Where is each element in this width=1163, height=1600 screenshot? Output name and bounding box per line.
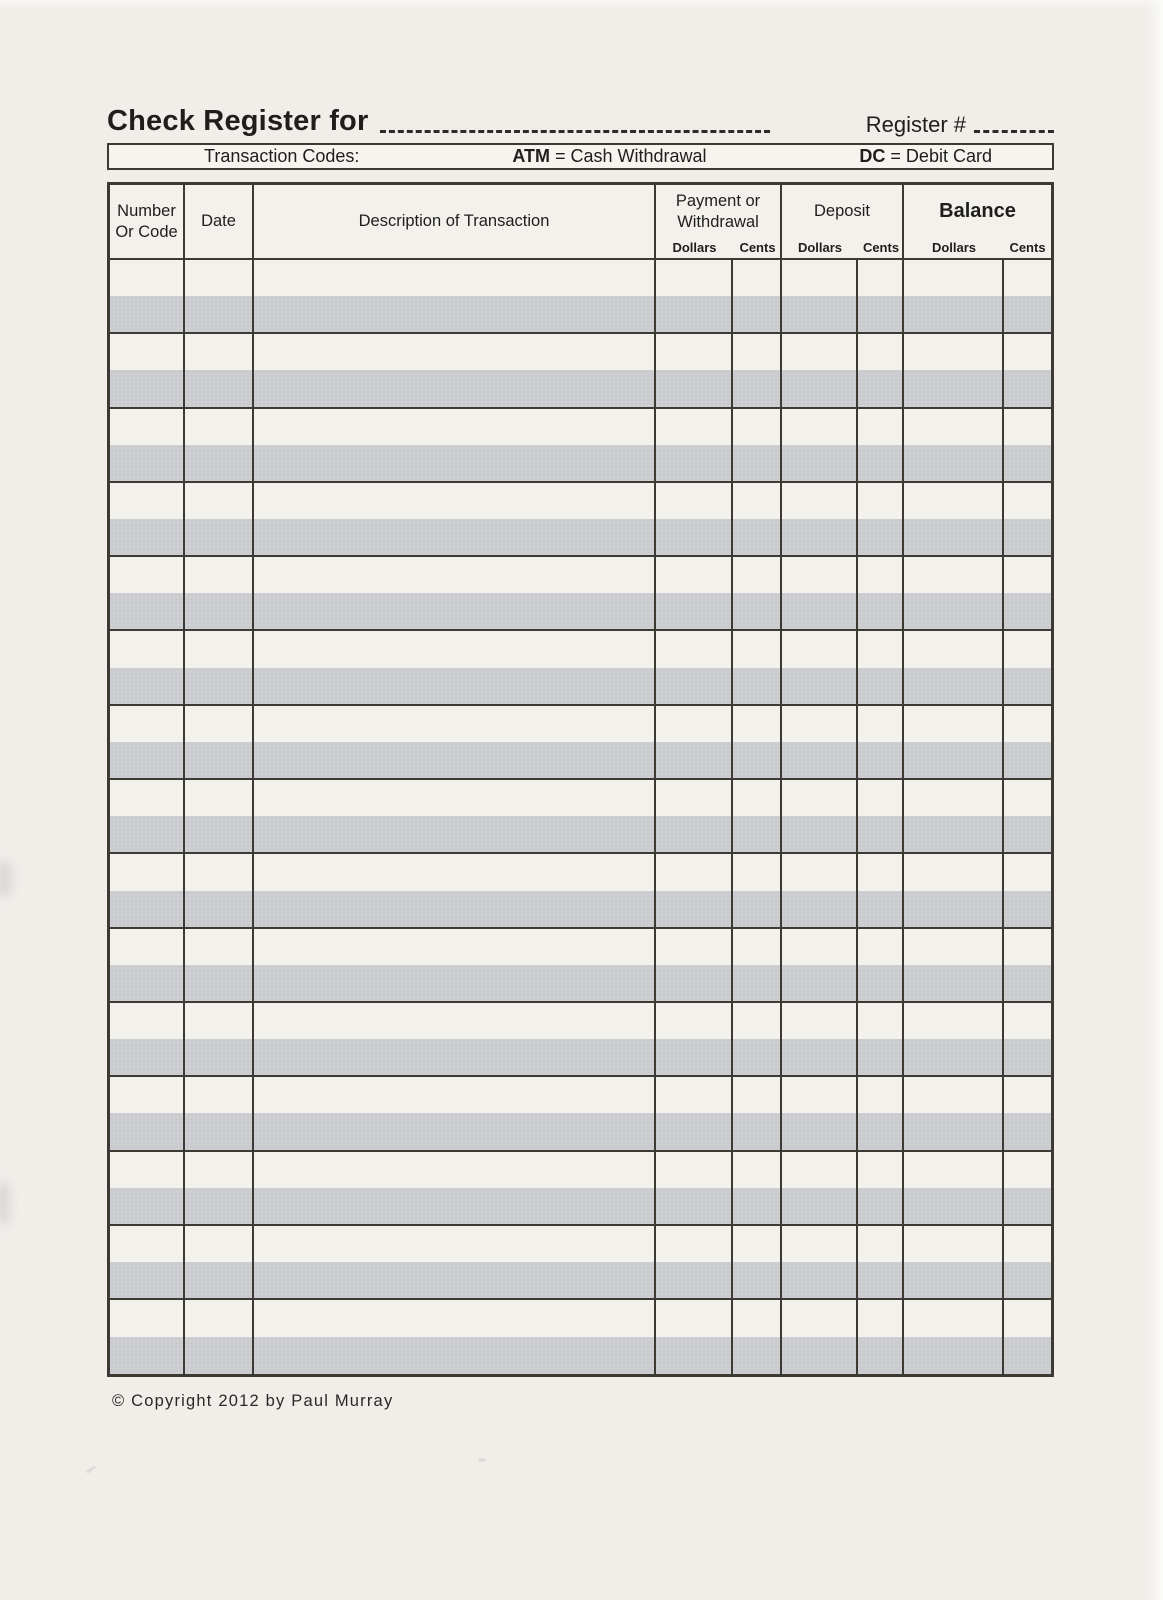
header-balance-label: Balance <box>939 200 1016 222</box>
cell-deposit-cents <box>858 483 904 555</box>
cell-payment-dollars <box>656 1300 733 1374</box>
header-deposit-label: Deposit <box>814 202 870 221</box>
table-row <box>110 706 1051 780</box>
cell-payment-cents <box>733 409 782 481</box>
cell-balance-dollars <box>904 854 1004 926</box>
table-header-row <box>110 185 1051 260</box>
cell-deposit-dollars <box>782 780 858 852</box>
cell-deposit-dollars <box>782 929 858 1001</box>
cell-balance-cents <box>1004 780 1051 852</box>
cell-date <box>185 1003 254 1075</box>
cell-payment-dollars <box>656 1226 733 1298</box>
cell-deposit-dollars <box>782 483 858 555</box>
cell-date <box>185 1226 254 1298</box>
cell-payment-cents <box>733 1300 782 1374</box>
header-balance-group <box>904 185 1051 258</box>
payment-cents-label: Cents <box>739 240 776 255</box>
cell-date <box>185 854 254 926</box>
register-number-label: Register # <box>865 112 966 137</box>
table-row <box>110 1226 1051 1300</box>
cell-deposit-dollars <box>782 1226 858 1298</box>
scan-artifact <box>0 1183 10 1223</box>
cell-payment-dollars <box>656 409 733 481</box>
cell-description <box>254 854 656 926</box>
header-number-or-code <box>110 185 185 258</box>
cell-number-or-code <box>110 631 185 703</box>
cell-deposit-dollars <box>782 1152 858 1224</box>
cell-deposit-cents <box>858 706 904 778</box>
cell-deposit-cents <box>858 1152 904 1224</box>
cell-number-or-code <box>110 409 185 481</box>
cell-payment-dollars <box>656 334 733 406</box>
scan-artifact <box>86 1465 96 1473</box>
cell-date <box>185 1152 254 1224</box>
cell-balance-dollars <box>904 1300 1004 1374</box>
header-payment-line2: Withdrawal <box>677 212 759 231</box>
cell-balance-cents <box>1004 483 1051 555</box>
cell-date <box>185 483 254 555</box>
cell-deposit-dollars <box>782 631 858 703</box>
cell-balance-dollars <box>904 1226 1004 1298</box>
header-description-label: Description of Transaction <box>358 212 550 231</box>
payment-dollars-label: Dollars <box>672 240 717 255</box>
table-row <box>110 334 1051 408</box>
scan-edge-top <box>0 0 1163 10</box>
cell-description <box>254 483 656 555</box>
cell-date <box>185 409 254 481</box>
cell-description <box>254 1077 656 1149</box>
cell-balance-cents <box>1004 334 1051 406</box>
cell-balance-cents <box>1004 1152 1051 1224</box>
cell-balance-cents <box>1004 260 1051 332</box>
cell-balance-cents <box>1004 854 1051 926</box>
deposit-cents-label: Cents <box>862 240 900 255</box>
table-row <box>110 1003 1051 1077</box>
cell-payment-cents <box>733 557 782 629</box>
cell-description <box>254 929 656 1001</box>
cell-payment-dollars <box>656 260 733 332</box>
header-payment-line1: Payment or <box>675 191 761 210</box>
cell-date <box>185 1300 254 1374</box>
cell-deposit-cents <box>858 929 904 1001</box>
cell-payment-dollars <box>656 706 733 778</box>
table-row <box>110 483 1051 557</box>
cell-payment-dollars <box>656 1003 733 1075</box>
cell-date <box>185 334 254 406</box>
cell-number-or-code <box>110 854 185 926</box>
cell-deposit-dollars <box>782 1003 858 1075</box>
scan-artifact <box>0 862 12 896</box>
cell-balance-cents <box>1004 1077 1051 1149</box>
cell-deposit-dollars <box>782 409 858 481</box>
cell-number-or-code <box>110 780 185 852</box>
cell-balance-dollars <box>904 260 1004 332</box>
cell-deposit-cents <box>858 409 904 481</box>
cell-deposit-cents <box>858 334 904 406</box>
cell-deposit-dollars <box>782 1300 858 1374</box>
register-table <box>107 182 1054 1377</box>
cell-balance-dollars <box>904 631 1004 703</box>
cell-number-or-code <box>110 1300 185 1374</box>
cell-payment-cents <box>733 780 782 852</box>
cell-number-or-code <box>110 929 185 1001</box>
cell-deposit-cents <box>858 260 904 332</box>
table-row <box>110 260 1051 334</box>
code-atm <box>512 146 706 167</box>
scan-edge-right <box>1147 0 1163 1600</box>
cell-number-or-code <box>110 1152 185 1224</box>
cell-balance-cents <box>1004 929 1051 1001</box>
cell-payment-cents <box>733 706 782 778</box>
balance-subheader <box>904 238 1051 258</box>
header-date <box>185 185 254 258</box>
table-row <box>110 557 1051 631</box>
cell-deposit-dollars <box>782 260 858 332</box>
table-row <box>110 854 1051 928</box>
code-dc <box>859 146 992 167</box>
cell-date <box>185 780 254 852</box>
table-row <box>110 409 1051 483</box>
cell-balance-dollars <box>904 706 1004 778</box>
cell-description <box>254 1152 656 1224</box>
cell-balance-dollars <box>904 1152 1004 1224</box>
cell-payment-cents <box>733 929 782 1001</box>
header-number-line1: Number <box>117 201 176 220</box>
cell-payment-cents <box>733 483 782 555</box>
cell-payment-dollars <box>656 483 733 555</box>
copyright-notice: © Copyright 2012 by Paul Murray <box>112 1392 394 1411</box>
cell-description <box>254 1226 656 1298</box>
header-description <box>254 185 656 258</box>
cell-payment-cents <box>733 1152 782 1224</box>
cell-deposit-cents <box>858 854 904 926</box>
cell-description <box>254 557 656 629</box>
table-row <box>110 1300 1051 1374</box>
cell-date <box>185 1077 254 1149</box>
cell-balance-cents <box>1004 1226 1051 1298</box>
cell-description <box>254 1300 656 1374</box>
cell-payment-dollars <box>656 854 733 926</box>
cell-number-or-code <box>110 260 185 332</box>
register-number-blank-line <box>974 127 1054 133</box>
cell-balance-cents <box>1004 1300 1051 1374</box>
cell-deposit-cents <box>858 1003 904 1075</box>
cell-balance-dollars <box>904 1003 1004 1075</box>
table-body <box>110 260 1051 1374</box>
cell-description <box>254 260 656 332</box>
cell-balance-dollars <box>904 557 1004 629</box>
cell-balance-cents <box>1004 631 1051 703</box>
cell-deposit-cents <box>858 1077 904 1149</box>
cell-payment-dollars <box>656 929 733 1001</box>
cell-deposit-cents <box>858 1226 904 1298</box>
table-row <box>110 1077 1051 1151</box>
code-atm-meaning: = Cash Withdrawal <box>549 146 707 166</box>
balance-cents-label: Cents <box>1009 240 1046 255</box>
cell-balance-dollars <box>904 1077 1004 1149</box>
cell-deposit-dollars <box>782 334 858 406</box>
table-row <box>110 1152 1051 1226</box>
cell-date <box>185 631 254 703</box>
cell-description <box>254 631 656 703</box>
table-row <box>110 929 1051 1003</box>
cell-description <box>254 706 656 778</box>
check-register-form <box>107 100 1054 1411</box>
cell-payment-dollars <box>656 557 733 629</box>
cell-date <box>185 929 254 1001</box>
cell-payment-cents <box>733 854 782 926</box>
cell-number-or-code <box>110 1077 185 1149</box>
header-date-label: Date <box>201 212 236 231</box>
cell-number-or-code <box>110 483 185 555</box>
cell-payment-cents <box>733 1077 782 1149</box>
cell-deposit-dollars <box>782 1077 858 1149</box>
header-deposit-group <box>782 185 904 258</box>
cell-balance-cents <box>1004 409 1051 481</box>
table-row <box>110 780 1051 854</box>
cell-balance-dollars <box>904 780 1004 852</box>
cell-balance-dollars <box>904 409 1004 481</box>
cell-number-or-code <box>110 557 185 629</box>
balance-dollars-label: Dollars <box>931 240 977 255</box>
cell-deposit-cents <box>858 631 904 703</box>
account-name-blank-line <box>380 127 770 133</box>
cell-balance-dollars <box>904 334 1004 406</box>
cell-deposit-cents <box>858 780 904 852</box>
cell-description <box>254 334 656 406</box>
deposit-subheader <box>782 238 902 258</box>
cell-deposit-dollars <box>782 706 858 778</box>
cell-balance-cents <box>1004 1003 1051 1075</box>
cell-payment-cents <box>733 1226 782 1298</box>
cell-balance-cents <box>1004 557 1051 629</box>
cell-description <box>254 409 656 481</box>
cell-deposit-cents <box>858 557 904 629</box>
cell-description <box>254 1003 656 1075</box>
code-dc-meaning: = Debit Card <box>885 146 992 166</box>
cell-payment-dollars <box>656 631 733 703</box>
code-atm-abbr: ATM <box>512 146 550 166</box>
code-dc-abbr: DC <box>859 146 886 166</box>
deposit-dollars-label: Dollars <box>797 240 843 255</box>
cell-payment-cents <box>733 631 782 703</box>
cell-date <box>185 260 254 332</box>
title-row <box>107 100 1054 138</box>
cell-date <box>185 557 254 629</box>
cell-date <box>185 706 254 778</box>
transaction-codes-label: Transaction Codes: <box>204 146 360 166</box>
cell-payment-dollars <box>656 1077 733 1149</box>
table-row <box>110 631 1051 705</box>
cell-description <box>254 780 656 852</box>
cell-deposit-cents <box>858 1300 904 1374</box>
payment-subheader <box>656 238 780 258</box>
cell-balance-dollars <box>904 483 1004 555</box>
transaction-codes-bar <box>107 143 1054 170</box>
cell-balance-dollars <box>904 929 1004 1001</box>
page-title: Check Register for <box>107 105 369 137</box>
cell-payment-dollars <box>656 1152 733 1224</box>
cell-number-or-code <box>110 334 185 406</box>
header-payment-group <box>656 185 782 258</box>
cell-number-or-code <box>110 1226 185 1298</box>
cell-payment-cents <box>733 1003 782 1075</box>
cell-payment-cents <box>733 260 782 332</box>
header-number-line2: Or Code <box>115 222 178 241</box>
cell-number-or-code <box>110 1003 185 1075</box>
cell-deposit-dollars <box>782 854 858 926</box>
cell-balance-cents <box>1004 706 1051 778</box>
cell-deposit-dollars <box>782 557 858 629</box>
scan-artifact <box>478 1458 486 1462</box>
cell-payment-dollars <box>656 780 733 852</box>
cell-payment-cents <box>733 334 782 406</box>
cell-number-or-code <box>110 706 185 778</box>
